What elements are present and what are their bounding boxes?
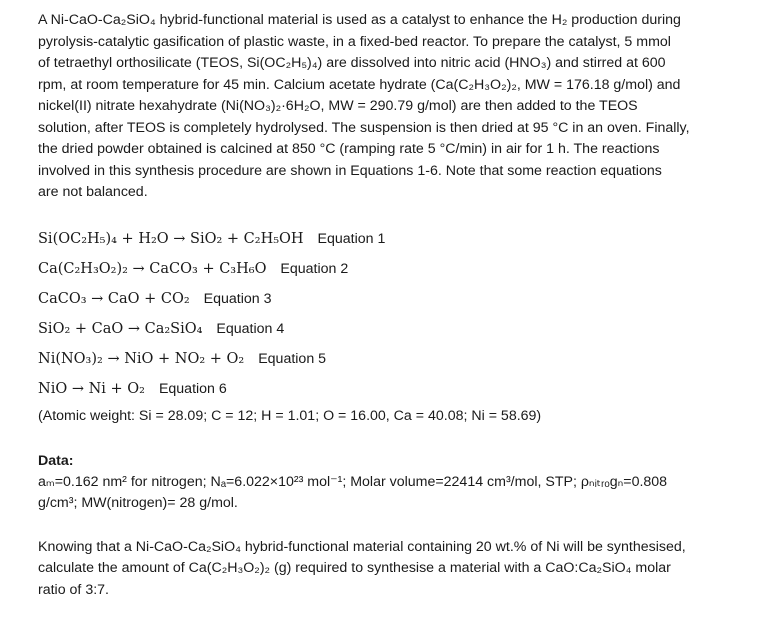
equation-label: Equation 6 xyxy=(158,380,227,397)
intro-line: A Ni-CaO-Ca₂SiO₄ hybrid-functional material is used as a catalyst to enhance the H₂ production during xyxy=(38,12,681,28)
question-line: Knowing that a Ni-CaO-Ca₂SiO₄ hybrid-functional material containing 20 wt.% of Ni will be synthesised, xyxy=(38,538,686,555)
equation-formula: Ca(C₂H₃O₂)₂ → CaCO₃ + C₃H₆O xyxy=(38,260,267,277)
question-paragraph xyxy=(38,537,728,602)
intro-line: nickel(II) nitrate hexahydrate (Ni(NO₃)₂·6H₂O, MW = 290.79 g/mol) are then added to the TEOS xyxy=(38,98,638,114)
data-line: g/cm³; MW(nitrogen)= 28 g/mol. xyxy=(38,495,238,511)
equation-formula: SiO₂ + CaO → Ca₂SiO₄ xyxy=(38,320,203,337)
intro-line: are not balanced. xyxy=(38,184,148,200)
data-line: aₘ=0.162 nm² for nitrogen; Nₐ=6.022×10²³ mol⁻¹; Molar volume=22414 cm³/mol, STP; ρₙᵢₜᵣₒgₙ=0.808 xyxy=(38,473,668,490)
equation-formula: Ni(NO₃)₂ → NiO + NO₂ + O₂ xyxy=(38,350,245,367)
equation-formula: NiO → Ni + O₂ xyxy=(38,380,145,397)
question-line: calculate the amount of Ca(C₂H₃O₂)₂ (g) required to synthesise a material with a CaO:Ca₂SiO₄ molar xyxy=(38,560,671,576)
atomic-weights-note: (Atomic weight: Si = 28.09; C = 12; H = 1.01; O = 16.00, Ca = 40.08; Ni = 58.69) xyxy=(38,407,542,424)
intro-line: of tetraethyl orthosilicate (TEOS, Si(OC₂H₅)₄) are dissolved into nitric acid (HNO₃) and stirred at 600 xyxy=(38,55,666,71)
intro-line: solution, after TEOS is completely hydrolysed. The suspension is then dried at 95 °C in an oven. Finally, xyxy=(38,119,690,136)
equation-row xyxy=(38,314,728,344)
document-page xyxy=(38,10,728,601)
data-section xyxy=(38,472,728,515)
intro-line: the dried powder obtained is calcined at 850 °C (ramping rate 5 °C/min) in air for 1 h. The reactions xyxy=(38,141,660,157)
equation-formula: Si(OC₂H₅)₄ + H₂O → SiO₂ + C₂H₅OH xyxy=(38,230,304,247)
equation-label: Equation 1 xyxy=(317,230,386,247)
data-heading: Data: xyxy=(38,452,74,469)
question-line: ratio of 3:7. xyxy=(38,581,109,598)
equation-row xyxy=(38,344,728,374)
intro-line: rpm, at room temperature for 45 min. Calcium acetate hydrate (Ca(C₂H₃O₂)₂, MW = 176.18 g/mol) and xyxy=(38,76,681,93)
equation-formula: CaCO₃ → CaO + CO₂ xyxy=(38,290,190,307)
intro-line: involved in this synthesis procedure are shown in Equations 1-6. Note that some reaction equations xyxy=(38,162,662,179)
equation-label: Equation 4 xyxy=(216,320,285,337)
equation-row xyxy=(38,374,728,404)
intro-line: pyrolysis-catalytic gasification of plastic waste, in a fixed-bed reactor. To prepare the catalyst, 5 mmol xyxy=(38,33,671,50)
intro-paragraph xyxy=(38,10,728,204)
equation-row xyxy=(38,224,728,254)
equation-list xyxy=(38,224,728,404)
equation-label: Equation 5 xyxy=(258,350,327,367)
equation-label: Equation 2 xyxy=(280,260,349,277)
equation-row xyxy=(38,284,728,314)
equation-label: Equation 3 xyxy=(203,290,272,307)
equation-row xyxy=(38,254,728,284)
